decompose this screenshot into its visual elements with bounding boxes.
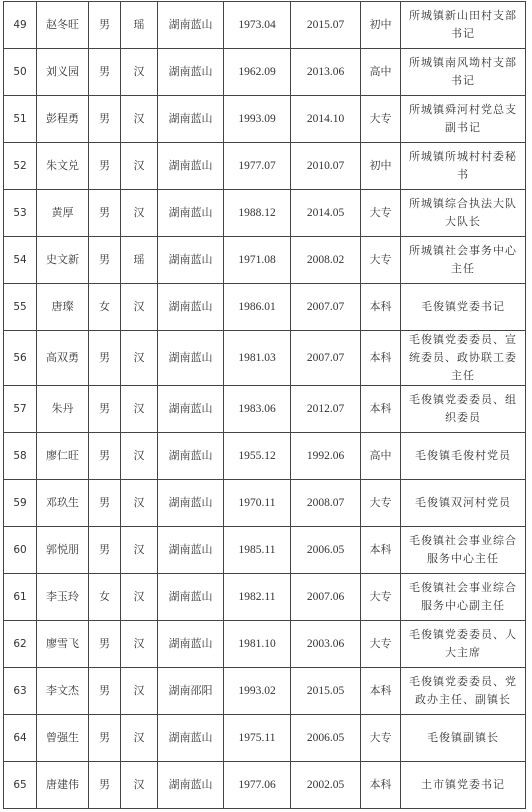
cell-number: 53 [4, 190, 37, 237]
cell-work-start-date: 2008.02 [291, 237, 361, 284]
cell-birthplace: 湖南邵阳 [158, 668, 224, 715]
cell-birth-date: 1982.11 [224, 574, 291, 621]
cell-birth-date: 1973.04 [224, 2, 291, 49]
cell-name: 李玉玲 [37, 574, 89, 621]
table-row [4, 284, 526, 331]
cell-work-start-date: 1992.06 [291, 433, 361, 480]
cell-position: 毛俊镇社会事业综合服务中心主任 [401, 527, 526, 574]
table-row [4, 96, 526, 143]
cell-ethnicity: 汉 [121, 574, 158, 621]
cell-birthplace: 湖南蓝山 [158, 143, 224, 190]
cell-name: 刘义园 [37, 49, 89, 96]
cell-position: 毛俊镇党委委员、党政办主任、副镇长 [401, 668, 526, 715]
cell-name: 高双勇 [37, 331, 89, 386]
table-body [4, 2, 526, 809]
table-row [4, 2, 526, 49]
cell-work-start-date: 2007.07 [291, 284, 361, 331]
cell-number: 64 [4, 715, 37, 762]
cell-number: 55 [4, 284, 37, 331]
cell-work-start-date: 2007.07 [291, 331, 361, 386]
table-row [4, 574, 526, 621]
cell-number: 50 [4, 49, 37, 96]
cell-ethnicity: 瑶 [121, 237, 158, 284]
cell-ethnicity: 汉 [121, 762, 158, 809]
table-row [4, 621, 526, 668]
cell-name: 李文杰 [37, 668, 89, 715]
cell-number: 60 [4, 527, 37, 574]
cell-number: 52 [4, 143, 37, 190]
cell-birthplace: 湖南蓝山 [158, 715, 224, 762]
cell-birth-date: 1986.01 [224, 284, 291, 331]
cell-ethnicity: 汉 [121, 284, 158, 331]
cell-name: 邓玖生 [37, 480, 89, 527]
cell-number: 58 [4, 433, 37, 480]
cell-birth-date: 1977.07 [224, 143, 291, 190]
personnel-table [3, 1, 526, 809]
cell-birthplace: 湖南蓝山 [158, 331, 224, 386]
cell-birthplace: 湖南蓝山 [158, 284, 224, 331]
cell-education: 初中 [361, 2, 401, 49]
cell-name: 朱文兑 [37, 143, 89, 190]
cell-birthplace: 湖南蓝山 [158, 237, 224, 284]
cell-work-start-date: 2006.05 [291, 715, 361, 762]
cell-position: 毛俊镇党委委员、宣统委员、政协联工委主任 [401, 331, 526, 386]
cell-ethnicity: 汉 [121, 433, 158, 480]
cell-birthplace: 湖南蓝山 [158, 480, 224, 527]
cell-birth-date: 1975.11 [224, 715, 291, 762]
cell-work-start-date: 2014.10 [291, 96, 361, 143]
cell-number: 57 [4, 386, 37, 433]
cell-education: 本科 [361, 386, 401, 433]
cell-education: 本科 [361, 762, 401, 809]
cell-education: 初中 [361, 143, 401, 190]
cell-ethnicity: 汉 [121, 143, 158, 190]
cell-birth-date: 1983.06 [224, 386, 291, 433]
cell-gender: 男 [89, 143, 121, 190]
cell-work-start-date: 2002.05 [291, 762, 361, 809]
cell-ethnicity: 汉 [121, 668, 158, 715]
cell-position: 土市镇党委书记 [401, 762, 526, 809]
cell-birthplace: 湖南蓝山 [158, 190, 224, 237]
cell-birth-date: 1981.10 [224, 621, 291, 668]
cell-birthplace: 湖南蓝山 [158, 762, 224, 809]
cell-birth-date: 1955.12 [224, 433, 291, 480]
cell-name: 黄厚 [37, 190, 89, 237]
cell-number: 65 [4, 762, 37, 809]
cell-work-start-date: 2008.07 [291, 480, 361, 527]
cell-gender: 男 [89, 331, 121, 386]
cell-education: 大专 [361, 621, 401, 668]
cell-work-start-date: 2007.06 [291, 574, 361, 621]
cell-gender: 男 [89, 190, 121, 237]
cell-birthplace: 湖南蓝山 [158, 96, 224, 143]
cell-work-start-date: 2003.06 [291, 621, 361, 668]
cell-birthplace: 湖南蓝山 [158, 2, 224, 49]
cell-birthplace: 湖南蓝山 [158, 433, 224, 480]
cell-number: 51 [4, 96, 37, 143]
cell-education: 大专 [361, 480, 401, 527]
table-row [4, 433, 526, 480]
cell-ethnicity: 汉 [121, 715, 158, 762]
cell-ethnicity: 汉 [121, 480, 158, 527]
cell-birth-date: 1962.09 [224, 49, 291, 96]
cell-education: 大专 [361, 190, 401, 237]
cell-position: 所城镇社会事务中心主任 [401, 237, 526, 284]
cell-gender: 男 [89, 715, 121, 762]
cell-position: 所城镇所城村村委秘书 [401, 143, 526, 190]
cell-name: 彭程勇 [37, 96, 89, 143]
cell-gender: 男 [89, 480, 121, 527]
cell-work-start-date: 2010.07 [291, 143, 361, 190]
cell-birth-date: 1985.11 [224, 527, 291, 574]
cell-position: 毛俊镇党委书记 [401, 284, 526, 331]
cell-education: 大专 [361, 574, 401, 621]
cell-birthplace: 湖南蓝山 [158, 527, 224, 574]
table-row [4, 143, 526, 190]
cell-ethnicity: 汉 [121, 527, 158, 574]
cell-position: 所城镇南风坳村支部书记 [401, 49, 526, 96]
cell-number: 54 [4, 237, 37, 284]
cell-ethnicity: 汉 [121, 386, 158, 433]
cell-work-start-date: 2014.05 [291, 190, 361, 237]
cell-number: 49 [4, 2, 37, 49]
cell-gender: 男 [89, 668, 121, 715]
cell-ethnicity: 汉 [121, 96, 158, 143]
cell-education: 本科 [361, 331, 401, 386]
cell-position: 毛俊镇党委委员、人大主席 [401, 621, 526, 668]
cell-work-start-date: 2012.07 [291, 386, 361, 433]
cell-birth-date: 1988.12 [224, 190, 291, 237]
cell-number: 61 [4, 574, 37, 621]
table-row [4, 190, 526, 237]
cell-education: 本科 [361, 668, 401, 715]
cell-name: 赵冬旺 [37, 2, 89, 49]
cell-birthplace: 湖南蓝山 [158, 49, 224, 96]
cell-position: 毛俊镇社会事业综合服务中心副主任 [401, 574, 526, 621]
cell-gender: 女 [89, 284, 121, 331]
cell-work-start-date: 2013.06 [291, 49, 361, 96]
cell-education: 高中 [361, 49, 401, 96]
cell-birth-date: 1981.03 [224, 331, 291, 386]
cell-education: 高中 [361, 433, 401, 480]
cell-work-start-date: 2006.05 [291, 527, 361, 574]
table-row [4, 386, 526, 433]
table-row [4, 480, 526, 527]
cell-education: 本科 [361, 527, 401, 574]
cell-gender: 男 [89, 49, 121, 96]
cell-work-start-date: 2015.05 [291, 668, 361, 715]
cell-ethnicity: 汉 [121, 621, 158, 668]
cell-birthplace: 湖南蓝山 [158, 574, 224, 621]
cell-birth-date: 1977.06 [224, 762, 291, 809]
cell-birthplace: 湖南蓝山 [158, 621, 224, 668]
table-row [4, 762, 526, 809]
cell-position: 毛俊镇双河村党员 [401, 480, 526, 527]
cell-education: 本科 [361, 284, 401, 331]
cell-gender: 男 [89, 433, 121, 480]
cell-name: 史文新 [37, 237, 89, 284]
cell-ethnicity: 汉 [121, 49, 158, 96]
cell-position: 毛俊镇副镇长 [401, 715, 526, 762]
cell-gender: 男 [89, 2, 121, 49]
cell-name: 唐建伟 [37, 762, 89, 809]
cell-ethnicity: 瑶 [121, 2, 158, 49]
cell-gender: 男 [89, 621, 121, 668]
cell-gender: 男 [89, 386, 121, 433]
cell-name: 郭悦朋 [37, 527, 89, 574]
cell-number: 56 [4, 331, 37, 386]
cell-number: 59 [4, 480, 37, 527]
cell-education: 大专 [361, 237, 401, 284]
cell-number: 62 [4, 621, 37, 668]
cell-position: 毛俊镇党委委员、组织委员 [401, 386, 526, 433]
cell-position: 所城镇综合执法大队大队长 [401, 190, 526, 237]
cell-position: 所城镇新山田村支部书记 [401, 2, 526, 49]
cell-gender: 男 [89, 762, 121, 809]
table-row [4, 49, 526, 96]
table-row [4, 527, 526, 574]
cell-name: 唐璨 [37, 284, 89, 331]
cell-gender: 男 [89, 237, 121, 284]
cell-gender: 男 [89, 527, 121, 574]
cell-position: 毛俊镇毛俊村党员 [401, 433, 526, 480]
cell-birth-date: 1993.02 [224, 668, 291, 715]
cell-number: 63 [4, 668, 37, 715]
cell-name: 廖雪飞 [37, 621, 89, 668]
table-row [4, 331, 526, 386]
table-row [4, 237, 526, 284]
cell-birthplace: 湖南蓝山 [158, 386, 224, 433]
table-row [4, 668, 526, 715]
cell-work-start-date: 2015.07 [291, 2, 361, 49]
personnel-table-container [3, 1, 526, 809]
cell-gender: 女 [89, 574, 121, 621]
cell-birth-date: 1971.08 [224, 237, 291, 284]
cell-name: 廖仁旺 [37, 433, 89, 480]
table-row [4, 715, 526, 762]
cell-education: 大专 [361, 715, 401, 762]
cell-gender: 男 [89, 96, 121, 143]
cell-name: 曾强生 [37, 715, 89, 762]
cell-education: 大专 [361, 96, 401, 143]
cell-name: 朱丹 [37, 386, 89, 433]
cell-birth-date: 1993.09 [224, 96, 291, 143]
cell-position: 所城镇舜河村党总支副书记 [401, 96, 526, 143]
cell-ethnicity: 汉 [121, 190, 158, 237]
cell-ethnicity: 汉 [121, 331, 158, 386]
cell-birth-date: 1970.11 [224, 480, 291, 527]
